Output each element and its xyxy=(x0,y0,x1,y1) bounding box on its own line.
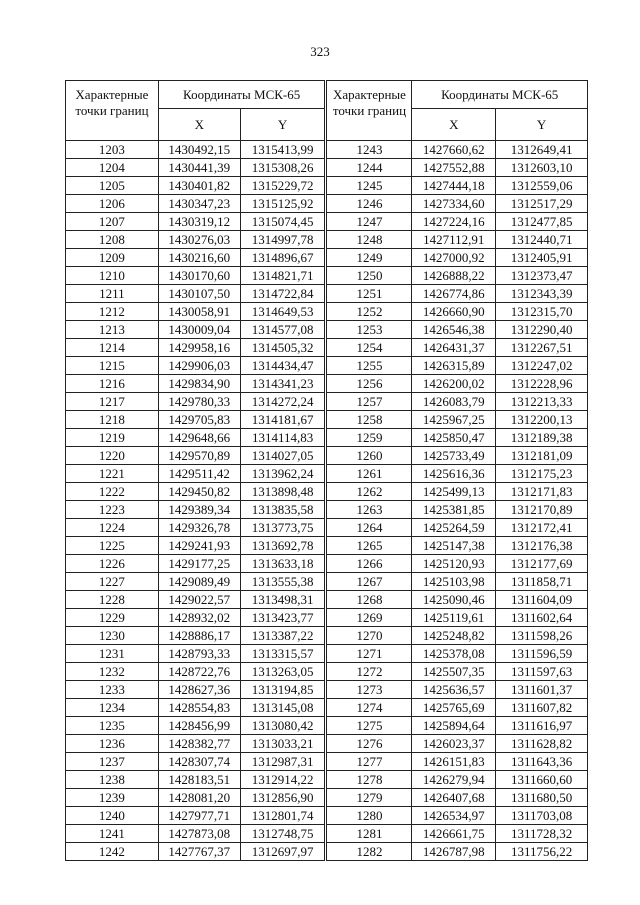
point-number-left: 1215 xyxy=(66,357,159,375)
x-coordinate-right: 1426279,94 xyxy=(412,771,496,789)
y-coordinate-left: 1313898,48 xyxy=(240,483,326,501)
y-coordinate-left: 1314722,84 xyxy=(240,285,326,303)
y-coordinate-left: 1313033,21 xyxy=(240,735,326,753)
table-row xyxy=(66,753,588,771)
point-number-left: 1238 xyxy=(66,771,159,789)
table-row xyxy=(66,267,588,285)
x-coordinate-right: 1425119,61 xyxy=(412,609,496,627)
table-row xyxy=(66,645,588,663)
x-coordinate-left: 1428554,83 xyxy=(158,699,240,717)
table-row xyxy=(66,213,588,231)
x-coordinate-left: 1429705,83 xyxy=(158,411,240,429)
point-number-right: 1269 xyxy=(326,609,412,627)
x-coordinate-left: 1428886,17 xyxy=(158,627,240,645)
x-coordinate-right: 1426407,68 xyxy=(412,789,496,807)
y-coordinate-left: 1313692,78 xyxy=(240,537,326,555)
point-number-left: 1241 xyxy=(66,825,159,843)
x-coordinate-right: 1427552,88 xyxy=(412,159,496,177)
point-number-right: 1273 xyxy=(326,681,412,699)
table-row xyxy=(66,843,588,861)
x-coordinate-left: 1429906,03 xyxy=(158,357,240,375)
point-number-right: 1253 xyxy=(326,321,412,339)
point-number-right: 1275 xyxy=(326,717,412,735)
x-coordinate-right: 1426534,97 xyxy=(412,807,496,825)
table-row xyxy=(66,609,588,627)
x-coordinate-left: 1428081,20 xyxy=(158,789,240,807)
point-number-left: 1237 xyxy=(66,753,159,771)
point-number-left: 1211 xyxy=(66,285,159,303)
y-coordinate-left: 1313835,58 xyxy=(240,501,326,519)
y-coordinate-right: 1311628,82 xyxy=(496,735,588,753)
point-number-left: 1223 xyxy=(66,501,159,519)
y-coordinate-right: 1312373,47 xyxy=(496,267,588,285)
y-coordinate-right: 1312517,29 xyxy=(496,195,588,213)
y-coordinate-right: 1312343,39 xyxy=(496,285,588,303)
table-row xyxy=(66,789,588,807)
point-number-left: 1204 xyxy=(66,159,159,177)
point-number-right: 1263 xyxy=(326,501,412,519)
x-coordinate-left: 1429450,82 xyxy=(158,483,240,501)
point-number-left: 1229 xyxy=(66,609,159,627)
x-coordinate-right: 1426315,89 xyxy=(412,357,496,375)
y-coordinate-left: 1314821,71 xyxy=(240,267,326,285)
point-number-left: 1220 xyxy=(66,447,159,465)
point-number-right: 1252 xyxy=(326,303,412,321)
y-coordinate-right: 1312267,51 xyxy=(496,339,588,357)
y-coordinate-left: 1313315,57 xyxy=(240,645,326,663)
x-coordinate-right: 1425120,93 xyxy=(412,555,496,573)
x-coordinate-left: 1430216,60 xyxy=(158,249,240,267)
x-coordinate-left: 1429089,49 xyxy=(158,573,240,591)
point-number-right: 1281 xyxy=(326,825,412,843)
x-coordinate-right: 1425248,82 xyxy=(412,627,496,645)
y-coordinate-left: 1313423,77 xyxy=(240,609,326,627)
x-coordinate-left: 1428627,36 xyxy=(158,681,240,699)
x-coordinate-left: 1428456,99 xyxy=(158,717,240,735)
points-header-right: Характерные точки границ xyxy=(326,81,412,141)
point-number-right: 1245 xyxy=(326,177,412,195)
point-number-right: 1258 xyxy=(326,411,412,429)
table-row xyxy=(66,411,588,429)
table-row xyxy=(66,393,588,411)
x-coordinate-left: 1429241,93 xyxy=(158,537,240,555)
point-number-right: 1255 xyxy=(326,357,412,375)
y-coordinate-left: 1312856,90 xyxy=(240,789,326,807)
point-number-left: 1216 xyxy=(66,375,159,393)
y-coordinate-right: 1312405,91 xyxy=(496,249,588,267)
table-row xyxy=(66,357,588,375)
table-row xyxy=(66,681,588,699)
point-number-right: 1270 xyxy=(326,627,412,645)
y-coordinate-right: 1311858,71 xyxy=(496,573,588,591)
points-header-left: Характерные точки границ xyxy=(66,81,159,141)
x-coordinate-left: 1428793,33 xyxy=(158,645,240,663)
x-coordinate-right: 1425090,46 xyxy=(412,591,496,609)
y-coordinate-right: 1311597,63 xyxy=(496,663,588,681)
table-row xyxy=(66,807,588,825)
table-row xyxy=(66,249,588,267)
y-coordinate-left: 1314341,23 xyxy=(240,375,326,393)
y-coordinate-right: 1311680,50 xyxy=(496,789,588,807)
table-row xyxy=(66,231,588,249)
x-coordinate-left: 1429648,66 xyxy=(158,429,240,447)
y-coordinate-left: 1315413,99 xyxy=(240,141,326,159)
y-coordinate-left: 1313145,08 xyxy=(240,699,326,717)
x-coordinate-right: 1425616,36 xyxy=(412,465,496,483)
table-row xyxy=(66,771,588,789)
x-coordinate-left: 1430170,60 xyxy=(158,267,240,285)
x-coordinate-right: 1426787,98 xyxy=(412,843,496,861)
point-number-right: 1267 xyxy=(326,573,412,591)
x-coordinate-left: 1429834,90 xyxy=(158,375,240,393)
x-coordinate-right: 1426661,75 xyxy=(412,825,496,843)
y-coordinate-right: 1312603,10 xyxy=(496,159,588,177)
point-number-left: 1213 xyxy=(66,321,159,339)
y-coordinate-right: 1311602,64 xyxy=(496,609,588,627)
y-coordinate-left: 1313633,18 xyxy=(240,555,326,573)
y-coordinate-right: 1311604,09 xyxy=(496,591,588,609)
point-number-right: 1259 xyxy=(326,429,412,447)
point-number-right: 1250 xyxy=(326,267,412,285)
y-coordinate-right: 1311601,37 xyxy=(496,681,588,699)
point-number-left: 1224 xyxy=(66,519,159,537)
y-coordinate-right: 1311616,97 xyxy=(496,717,588,735)
y-coordinate-right: 1312172,41 xyxy=(496,519,588,537)
x-coordinate-left: 1430319,12 xyxy=(158,213,240,231)
point-number-left: 1222 xyxy=(66,483,159,501)
x-coordinate-left: 1429780,33 xyxy=(158,393,240,411)
y-coordinate-left: 1314505,32 xyxy=(240,339,326,357)
y-coordinate-right: 1311756,22 xyxy=(496,843,588,861)
y-coordinate-left: 1312914,22 xyxy=(240,771,326,789)
point-number-right: 1256 xyxy=(326,375,412,393)
point-number-left: 1209 xyxy=(66,249,159,267)
point-number-left: 1235 xyxy=(66,717,159,735)
point-number-left: 1203 xyxy=(66,141,159,159)
y-coordinate-right: 1312477,85 xyxy=(496,213,588,231)
x-coordinate-right: 1426200,02 xyxy=(412,375,496,393)
y-coordinate-left: 1315308,26 xyxy=(240,159,326,177)
y-coordinate-left: 1312748,75 xyxy=(240,825,326,843)
y-coordinate-left: 1314649,53 xyxy=(240,303,326,321)
table-row xyxy=(66,483,588,501)
table-row xyxy=(66,177,588,195)
y-coordinate-right: 1312175,23 xyxy=(496,465,588,483)
y-coordinate-right: 1312290,40 xyxy=(496,321,588,339)
y-coordinate-right: 1312228,96 xyxy=(496,375,588,393)
point-number-right: 1248 xyxy=(326,231,412,249)
y-coordinate-right: 1311660,60 xyxy=(496,771,588,789)
point-number-right: 1265 xyxy=(326,537,412,555)
point-number-left: 1219 xyxy=(66,429,159,447)
y-coordinate-left: 1314181,67 xyxy=(240,411,326,429)
point-number-left: 1226 xyxy=(66,555,159,573)
table-row xyxy=(66,159,588,177)
y-coordinate-left: 1315229,72 xyxy=(240,177,326,195)
point-number-left: 1210 xyxy=(66,267,159,285)
x-coordinate-right: 1425894,64 xyxy=(412,717,496,735)
x-coordinate-left: 1430276,03 xyxy=(158,231,240,249)
point-number-right: 1277 xyxy=(326,753,412,771)
point-number-left: 1225 xyxy=(66,537,159,555)
table-row xyxy=(66,339,588,357)
point-number-right: 1271 xyxy=(326,645,412,663)
point-number-left: 1212 xyxy=(66,303,159,321)
y-coordinate-left: 1312697,97 xyxy=(240,843,326,861)
x-coordinate-right: 1425733,49 xyxy=(412,447,496,465)
coords-header-left: Координаты МСК-65 xyxy=(158,81,326,109)
table-row xyxy=(66,195,588,213)
x-header-left: X xyxy=(158,109,240,141)
y-coordinate-right: 1312177,69 xyxy=(496,555,588,573)
x-coordinate-right: 1425499,13 xyxy=(412,483,496,501)
x-coordinate-left: 1429511,42 xyxy=(158,465,240,483)
y-coordinate-left: 1313263,05 xyxy=(240,663,326,681)
table-row xyxy=(66,375,588,393)
x-coordinate-right: 1425967,25 xyxy=(412,411,496,429)
x-coordinate-right: 1427000,92 xyxy=(412,249,496,267)
table-row xyxy=(66,699,588,717)
point-number-right: 1249 xyxy=(326,249,412,267)
table-row xyxy=(66,717,588,735)
x-coordinate-left: 1430009,04 xyxy=(158,321,240,339)
y-coordinate-left: 1314896,67 xyxy=(240,249,326,267)
point-number-right: 1264 xyxy=(326,519,412,537)
table-row xyxy=(66,627,588,645)
x-coordinate-left: 1430347,23 xyxy=(158,195,240,213)
x-coordinate-left: 1428307,74 xyxy=(158,753,240,771)
x-coordinate-left: 1429389,34 xyxy=(158,501,240,519)
y-coordinate-left: 1314027,05 xyxy=(240,447,326,465)
y-coordinate-left: 1314272,24 xyxy=(240,393,326,411)
point-number-left: 1230 xyxy=(66,627,159,645)
point-number-left: 1228 xyxy=(66,591,159,609)
x-coordinate-left: 1428722,76 xyxy=(158,663,240,681)
point-number-right: 1251 xyxy=(326,285,412,303)
point-number-left: 1221 xyxy=(66,465,159,483)
x-coordinate-left: 1430492,15 xyxy=(158,141,240,159)
point-number-left: 1214 xyxy=(66,339,159,357)
table-row xyxy=(66,555,588,573)
point-number-right: 1279 xyxy=(326,789,412,807)
x-coordinate-right: 1425765,69 xyxy=(412,699,496,717)
y-coordinate-left: 1312987,31 xyxy=(240,753,326,771)
x-coordinate-left: 1427767,37 xyxy=(158,843,240,861)
point-number-left: 1242 xyxy=(66,843,159,861)
point-number-left: 1217 xyxy=(66,393,159,411)
point-number-left: 1208 xyxy=(66,231,159,249)
y-coordinate-left: 1314434,47 xyxy=(240,357,326,375)
coordinates-table xyxy=(65,80,588,861)
point-number-right: 1278 xyxy=(326,771,412,789)
y-coordinate-right: 1311643,36 xyxy=(496,753,588,771)
y-coordinate-right: 1312649,41 xyxy=(496,141,588,159)
point-number-right: 1266 xyxy=(326,555,412,573)
y-coordinate-right: 1311596,59 xyxy=(496,645,588,663)
x-coordinate-right: 1425507,35 xyxy=(412,663,496,681)
point-number-left: 1231 xyxy=(66,645,159,663)
point-number-left: 1205 xyxy=(66,177,159,195)
point-number-right: 1247 xyxy=(326,213,412,231)
y-coordinate-right: 1312247,02 xyxy=(496,357,588,375)
x-coordinate-left: 1429022,57 xyxy=(158,591,240,609)
table-row xyxy=(66,303,588,321)
y-coordinate-right: 1311598,26 xyxy=(496,627,588,645)
x-coordinate-left: 1429570,89 xyxy=(158,447,240,465)
x-coordinate-right: 1427334,60 xyxy=(412,195,496,213)
point-number-right: 1254 xyxy=(326,339,412,357)
x-coordinate-left: 1427977,71 xyxy=(158,807,240,825)
x-coordinate-left: 1429177,25 xyxy=(158,555,240,573)
x-coordinate-right: 1426660,90 xyxy=(412,303,496,321)
table-row xyxy=(66,573,588,591)
y-coordinate-left: 1315074,45 xyxy=(240,213,326,231)
y-coordinate-left: 1313194,85 xyxy=(240,681,326,699)
y-coordinate-right: 1312189,38 xyxy=(496,429,588,447)
x-coordinate-right: 1427112,91 xyxy=(412,231,496,249)
point-number-left: 1218 xyxy=(66,411,159,429)
y-coordinate-right: 1311607,82 xyxy=(496,699,588,717)
x-coordinate-left: 1429958,16 xyxy=(158,339,240,357)
point-number-left: 1233 xyxy=(66,681,159,699)
x-coordinate-left: 1427873,08 xyxy=(158,825,240,843)
point-number-left: 1239 xyxy=(66,789,159,807)
table-row xyxy=(66,591,588,609)
x-coordinate-right: 1426151,83 xyxy=(412,753,496,771)
point-number-left: 1207 xyxy=(66,213,159,231)
point-number-right: 1244 xyxy=(326,159,412,177)
point-number-right: 1282 xyxy=(326,843,412,861)
table-row xyxy=(66,429,588,447)
table-row xyxy=(66,285,588,303)
point-number-right: 1246 xyxy=(326,195,412,213)
y-coordinate-left: 1313498,31 xyxy=(240,591,326,609)
x-coordinate-left: 1430441,39 xyxy=(158,159,240,177)
x-coordinate-left: 1430107,50 xyxy=(158,285,240,303)
x-coordinate-right: 1427224,16 xyxy=(412,213,496,231)
y-coordinate-left: 1313773,75 xyxy=(240,519,326,537)
y-coordinate-right: 1312440,71 xyxy=(496,231,588,249)
y-coordinate-left: 1312801,74 xyxy=(240,807,326,825)
y-header-right: Y xyxy=(496,109,588,141)
point-number-right: 1268 xyxy=(326,591,412,609)
x-coordinate-right: 1426431,37 xyxy=(412,339,496,357)
point-number-right: 1274 xyxy=(326,699,412,717)
point-number-right: 1243 xyxy=(326,141,412,159)
y-coordinate-left: 1315125,92 xyxy=(240,195,326,213)
point-number-left: 1232 xyxy=(66,663,159,681)
table-row xyxy=(66,825,588,843)
table-row xyxy=(66,447,588,465)
point-number-right: 1280 xyxy=(326,807,412,825)
x-header-right: X xyxy=(412,109,496,141)
table-row xyxy=(66,465,588,483)
table-row xyxy=(66,501,588,519)
x-coordinate-left: 1429326,78 xyxy=(158,519,240,537)
x-coordinate-left: 1430401,82 xyxy=(158,177,240,195)
point-number-left: 1227 xyxy=(66,573,159,591)
table-row xyxy=(66,735,588,753)
y-coordinate-left: 1313962,24 xyxy=(240,465,326,483)
table-row xyxy=(66,519,588,537)
point-number-right: 1276 xyxy=(326,735,412,753)
x-coordinate-left: 1428382,77 xyxy=(158,735,240,753)
x-coordinate-right: 1425264,59 xyxy=(412,519,496,537)
point-number-right: 1272 xyxy=(326,663,412,681)
y-coordinate-right: 1312213,33 xyxy=(496,393,588,411)
x-coordinate-right: 1425636,57 xyxy=(412,681,496,699)
x-coordinate-right: 1426546,38 xyxy=(412,321,496,339)
y-coordinate-left: 1314577,08 xyxy=(240,321,326,339)
y-coordinate-right: 1312200,13 xyxy=(496,411,588,429)
point-number-left: 1206 xyxy=(66,195,159,213)
y-coordinate-right: 1312171,83 xyxy=(496,483,588,501)
x-coordinate-right: 1425103,98 xyxy=(412,573,496,591)
y-coordinate-left: 1314997,78 xyxy=(240,231,326,249)
y-coordinate-left: 1313555,38 xyxy=(240,573,326,591)
y-coordinate-right: 1311703,08 xyxy=(496,807,588,825)
y-header-left: Y xyxy=(240,109,326,141)
table-row xyxy=(66,537,588,555)
page-number: 323 xyxy=(310,44,330,59)
x-coordinate-right: 1427444,18 xyxy=(412,177,496,195)
coords-header-right: Координаты МСК-65 xyxy=(412,81,588,109)
y-coordinate-right: 1312176,38 xyxy=(496,537,588,555)
table-row xyxy=(66,141,588,159)
y-coordinate-left: 1313080,42 xyxy=(240,717,326,735)
x-coordinate-right: 1426888,22 xyxy=(412,267,496,285)
x-coordinate-right: 1425381,85 xyxy=(412,501,496,519)
x-coordinate-right: 1425850,47 xyxy=(412,429,496,447)
x-coordinate-right: 1426023,37 xyxy=(412,735,496,753)
x-coordinate-right: 1425378,08 xyxy=(412,645,496,663)
point-number-left: 1234 xyxy=(66,699,159,717)
point-number-left: 1240 xyxy=(66,807,159,825)
y-coordinate-right: 1312170,89 xyxy=(496,501,588,519)
x-coordinate-right: 1426083,79 xyxy=(412,393,496,411)
point-number-right: 1260 xyxy=(326,447,412,465)
point-number-right: 1262 xyxy=(326,483,412,501)
y-coordinate-right: 1311728,32 xyxy=(496,825,588,843)
point-number-right: 1261 xyxy=(326,465,412,483)
x-coordinate-right: 1426774,86 xyxy=(412,285,496,303)
x-coordinate-left: 1428183,51 xyxy=(158,771,240,789)
x-coordinate-right: 1427660,62 xyxy=(412,141,496,159)
y-coordinate-left: 1314114,83 xyxy=(240,429,326,447)
table-row xyxy=(66,321,588,339)
y-coordinate-right: 1312181,09 xyxy=(496,447,588,465)
y-coordinate-left: 1313387,22 xyxy=(240,627,326,645)
header-row xyxy=(66,81,588,109)
point-number-right: 1257 xyxy=(326,393,412,411)
x-coordinate-right: 1425147,38 xyxy=(412,537,496,555)
table-row xyxy=(66,663,588,681)
y-coordinate-right: 1312559,06 xyxy=(496,177,588,195)
y-coordinate-right: 1312315,70 xyxy=(496,303,588,321)
x-coordinate-left: 1430058,91 xyxy=(158,303,240,321)
point-number-left: 1236 xyxy=(66,735,159,753)
x-coordinate-left: 1428932,02 xyxy=(158,609,240,627)
